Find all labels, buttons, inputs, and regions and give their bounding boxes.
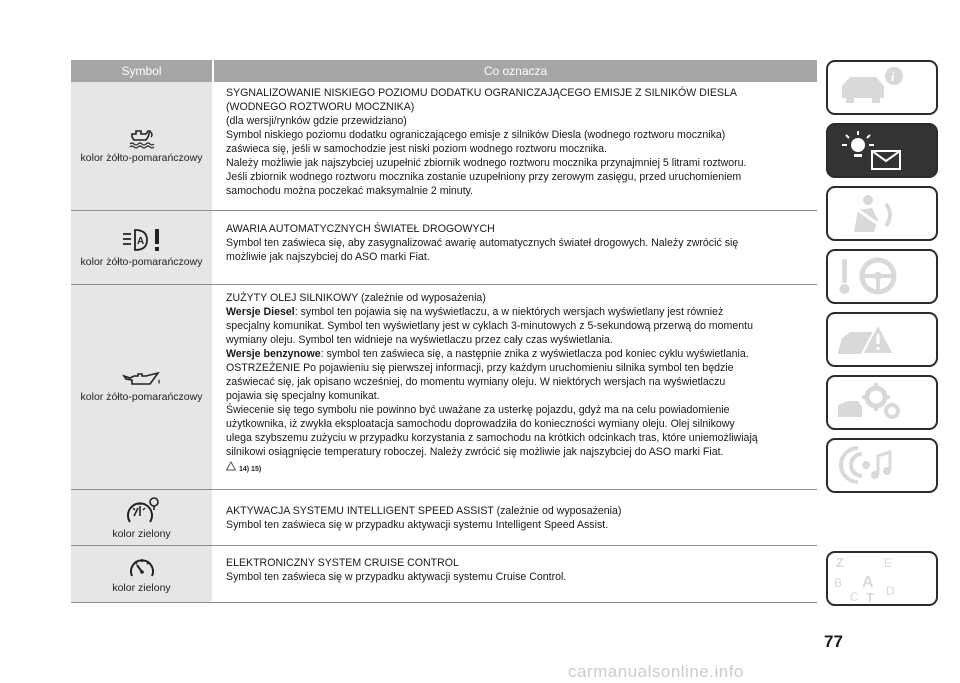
index-letters-icon	[828, 553, 936, 604]
car-info-icon	[828, 62, 936, 113]
description-line	[226, 347, 817, 361]
sidebar-tab-starting-driving[interactable]	[826, 249, 938, 304]
description-line: zaświeca się, jeśli w samochodzie jest niski poziom wodnego roztworu mocznika.	[226, 143, 607, 155]
color-label: kolor zielony	[112, 582, 171, 594]
svg-text:i: i	[891, 69, 895, 84]
table-row	[71, 211, 817, 285]
description-line: Należy możliwie jak najszybciej uzupełnić zbiornik wodnego roztworu mocznika przynajmniej 5 litrami roztworu.	[226, 157, 747, 169]
petrol-text: : symbol ten zaświeca się, a następnie znika z wyświetlacza pod koniec cyklu wyświetlania.	[320, 348, 749, 360]
description-line: Symbol niskiego poziomu dodatku ograniczającego emisje z silników Diesla (wodnego roztworu mocznika)	[226, 129, 726, 141]
table-row	[71, 490, 817, 546]
multimedia-icon	[828, 440, 936, 491]
availability-note: (dla wersji/rynków gdzie przewidziano)	[226, 115, 407, 127]
index-letter: D	[886, 584, 895, 598]
page-number: 77	[824, 632, 843, 651]
cruise-control-icon	[127, 554, 157, 580]
diesel-exhaust-fluid-icon	[129, 128, 155, 150]
watermark: carmanualsonline.info	[568, 662, 744, 681]
description-line: OSTRZEŻENIE Po pojawieniu się pierwszej informacji, przy każdym uruchomieniu silnika symbol ten będzie	[226, 362, 734, 374]
header-symbol: Symbol	[121, 64, 162, 78]
petrol-label: Wersje benzynowe	[226, 348, 321, 360]
sidebar-tab-index[interactable]	[826, 551, 938, 606]
row-title: AWARIA AUTOMATYCZNYCH ŚWIATEŁ DROGOWYCH	[226, 223, 495, 235]
emergency-car-icon	[828, 314, 936, 365]
description-line: specjalny komunikat. Symbol ten wyświetlany jest w cyklach 3-minutowych z 5-sekundową przerwą do momentu	[226, 320, 753, 332]
warning-refs	[226, 461, 817, 477]
description-line: Symbol ten zaświeca się, aby zasygnalizować awarię automatycznych świateł drogowych. Należy zwrócić się	[226, 237, 739, 249]
color-label: kolor żółto-pomarańczowy	[80, 391, 203, 403]
description-line: pojawia się specjalny komunikat.	[226, 390, 380, 402]
description-line: silnikowi osiągnięcie temperatury roboczej. Należy zwrócić się możliwie jak najszybciej do ASO marki Fiat.	[226, 446, 724, 458]
symbol-cell	[71, 285, 212, 489]
diesel-text: : symbol ten pojawia się na wyświetlaczu, a w niektórych wersjach wyświetlany jest również	[294, 306, 724, 318]
sidebar-tab-warning-lights[interactable]	[826, 123, 938, 178]
description-line: możliwie jak najszybciej do ASO marki Fiat.	[226, 251, 430, 263]
description-line	[226, 305, 817, 319]
warning-lights-table	[71, 60, 817, 603]
description-line: Świecenie się tego symbolu nie powinno być uważane za usterkę pojazdu, gdyż ma na celu powiadomienie	[226, 404, 730, 416]
maintenance-gears-icon	[828, 377, 936, 428]
symbol-cell	[71, 211, 212, 284]
description-cell	[212, 285, 817, 489]
table-row	[71, 82, 817, 211]
sidebar-tab-maintenance[interactable]	[826, 375, 938, 430]
row-title: AKTYWACJA SYSTEMU INTELLIGENT SPEED ASSIST (zależnie od wyposażenia)	[226, 505, 622, 517]
color-label: kolor żółto-pomarańczowy	[80, 152, 203, 164]
description-cell	[212, 490, 817, 545]
table-row	[71, 546, 817, 603]
symbol-cell	[71, 546, 212, 602]
color-label: kolor zielony	[112, 527, 171, 540]
sidebar-tab-safety[interactable]	[826, 186, 938, 241]
sidebar-tab-multimedia[interactable]	[826, 438, 938, 493]
description-line: wymiany oleju. Symbol ten widnieje na wyświetlaczu przez cały czas wyświetlania.	[226, 334, 613, 346]
svg-text:A: A	[136, 235, 144, 247]
key-steering-wheel-icon	[828, 251, 936, 302]
description-line: Symbol ten zaświeca się w przypadku aktywacji systemu Intelligent Speed Assist.	[226, 519, 609, 531]
safety-airbag-icon	[828, 188, 936, 239]
description-line: ulega szybszemu zużyciu w przypadku korzystania z samochodu na krótkich odcinkach tras, które uniemożliwiają	[226, 432, 758, 444]
description-line: Symbol ten zaświeca się w przypadku aktywacji systemu Cruise Control.	[226, 571, 567, 583]
reference-numbers: 14) 15)	[239, 466, 262, 473]
index-letter: Z	[836, 555, 844, 570]
index-letter: T	[866, 590, 874, 604]
warning-triangle-icon	[226, 461, 236, 471]
description-line: zaświecać się, jak opisano wcześniej, do momentu wymiany oleju. W niektórych wersjach na wyświetlaczu	[226, 376, 726, 388]
header-meaning: Co oznacza	[212, 60, 817, 82]
oil-can-icon	[122, 371, 162, 389]
intelligent-speed-assist-icon	[124, 496, 160, 526]
row-title: ZUŻYTY OLEJ SILNIKOWY (zależnie od wyposażenia)	[226, 292, 486, 304]
description-line: Jeśli zbiornik wodnego roztworu mocznika zostanie uzupełniony przy zerowym zasięgu, przed uruchomieniem	[226, 171, 742, 183]
table-header	[71, 60, 817, 82]
index-letter: A	[862, 574, 874, 591]
description-cell	[212, 211, 817, 284]
warning-lights-messages-icon	[828, 125, 936, 176]
description-line: użytkownika, iż zwykła eksploatacja samochodu doprowadziła do konieczności wymiany oleju. Olej silnikowy	[226, 418, 735, 430]
color-label: kolor żółto-pomarańczowy	[80, 255, 203, 268]
row-title-cont: (WODNEGO ROZTWORU MOCZNIKA)	[226, 101, 415, 113]
description-line: samochodu można poczekać maksymalnie 2 minuty.	[226, 185, 474, 197]
sidebar-tab-emergency[interactable]	[826, 312, 938, 367]
table-row	[71, 285, 817, 490]
sidebar-tab-car-info[interactable]	[826, 60, 938, 115]
index-letter: C	[850, 590, 859, 604]
description-cell	[212, 82, 817, 210]
row-title: ELEKTRONICZNY SYSTEM CRUISE CONTROL	[226, 557, 459, 569]
index-letter: B	[834, 576, 843, 590]
index-letter: E	[884, 556, 893, 570]
symbol-cell	[71, 82, 212, 210]
auto-high-beam-failure-icon	[121, 228, 163, 254]
description-cell	[212, 546, 817, 602]
diesel-label: Wersje Diesel	[226, 306, 295, 318]
symbol-cell	[71, 490, 212, 545]
row-title: SYGNALIZOWANIE NISKIEGO POZIOMU DODATKU OGRANICZAJĄCEGO EMISJE Z SILNIKÓW DIESLA	[226, 87, 737, 99]
